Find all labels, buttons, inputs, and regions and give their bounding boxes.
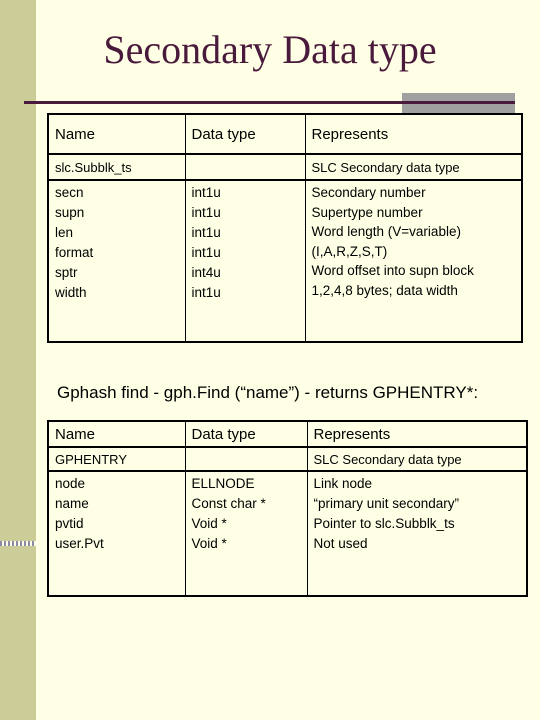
gphentry-table [47,420,528,597]
field-description: Link node [313,476,373,491]
sub-row-type [185,154,305,180]
gphash-find-description: Gphash find - gph.Find (“name”) - returns GPHENTRY*: [57,383,479,402]
field-name: name [55,496,89,511]
field-name: node [55,476,86,491]
sub-row-represents: SLC Secondary data type [307,447,527,471]
field-description: Word length (V=variable) [311,224,461,239]
sub-row-type [185,447,307,471]
field-type: int1u [191,285,221,300]
field-description: 1,2,4,8 bytes; data width [311,282,458,298]
field-name: len [55,225,74,240]
field-type: int1u [191,185,221,200]
header-data-type: Data type [185,114,305,154]
field-description: Pointer to slc.Subblk_ts [313,516,455,531]
left-dashed-divider [0,541,36,546]
table-row [48,447,527,471]
field-name: width [55,285,87,300]
sub-row-name: slc.Subblk_ts [48,154,185,180]
field-name: supn [55,205,85,220]
field-description: Supertype number [311,204,423,220]
field-type: Const char * [191,496,266,511]
secondary-data-type-table [47,113,523,343]
field-represents-cell [305,180,522,342]
field-description: “primary unit secondary” [313,496,460,511]
table-body-row [48,180,522,342]
left-decorative-strip [0,0,36,720]
field-description: (I,A,R,Z,S,T) [311,243,388,259]
field-name: user.Pvt [55,536,104,551]
header-represents: Represents [305,114,522,154]
field-types-cell [185,471,307,596]
field-name: secn [55,185,84,200]
sub-row-represents: SLC Secondary data type [305,154,522,180]
header-data-type: Data type [185,421,307,447]
field-names-cell [48,471,185,596]
header-represents: Represents [307,421,527,447]
field-name: format [55,245,94,260]
field-type: ELLNODE [191,476,255,491]
field-description: Secondary number [311,185,426,200]
field-represents-cell [307,471,527,596]
field-name: sptr [55,265,78,280]
field-type: Void * [191,536,227,551]
title-rule [24,101,515,104]
field-description: Not used [313,536,368,551]
field-types-cell [185,180,305,342]
table-body-row [48,471,527,596]
table-header-row [48,114,522,154]
field-type: int1u [191,245,221,260]
field-names-cell [48,180,185,342]
table-header-row [48,421,527,447]
sub-row-name: GPHENTRY [48,447,185,471]
table-row [48,154,522,180]
field-type: Void * [191,516,227,531]
header-name: Name [48,114,185,154]
field-type: int1u [191,225,221,240]
header-name: Name [48,421,185,447]
field-type: int4u [191,265,221,280]
field-description: Word offset into supn block [311,263,474,278]
page-title: Secondary Data type [103,27,437,72]
field-name: pvtid [55,516,84,531]
field-type: int1u [191,205,221,220]
